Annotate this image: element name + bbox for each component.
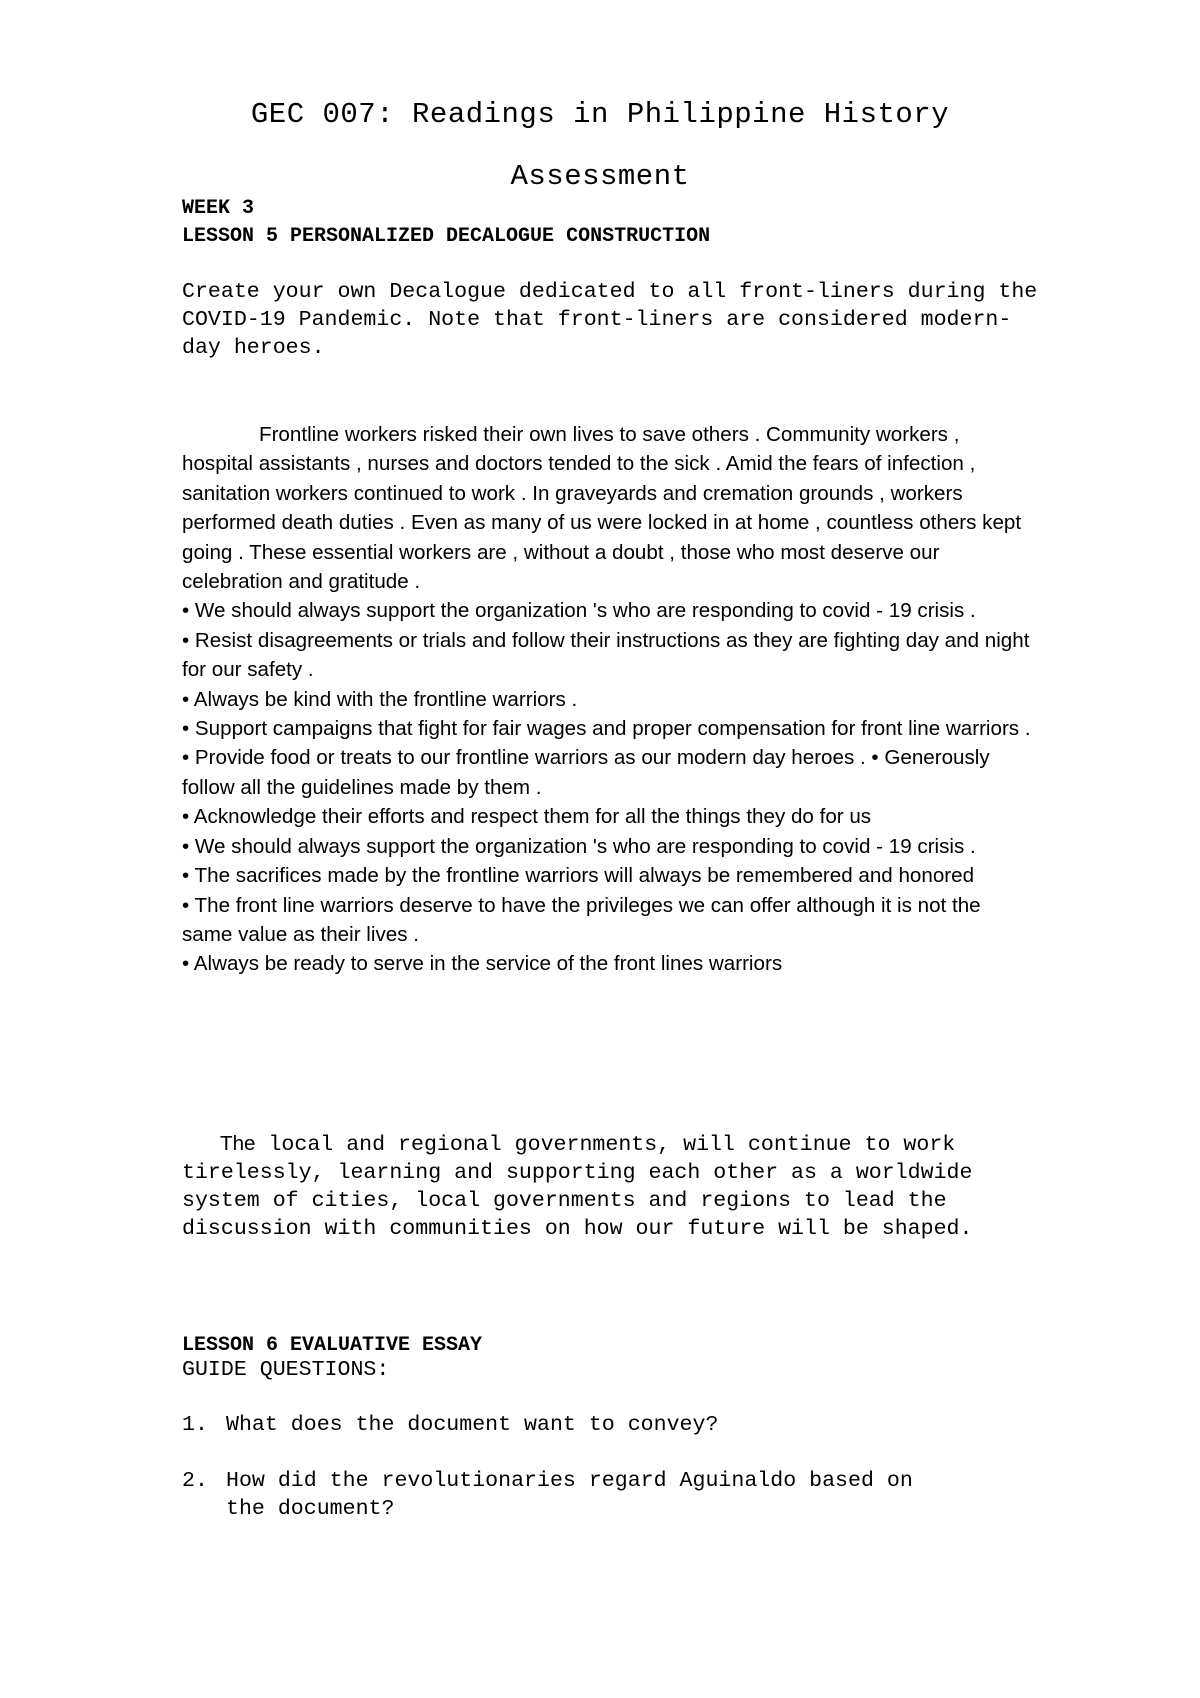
closing-paragraph — [182, 1130, 1042, 1243]
closing-lead: The — [220, 1132, 256, 1155]
decalogue-item: • Resist disagreements or trials and follow their instructions as they are fighting day and night for our safety . — [182, 628, 1030, 682]
guide-question — [182, 1467, 1042, 1523]
decalogue-item: • We should always support the organization 's who are responding to covid - 19 crisis . — [182, 834, 976, 858]
decalogue-item: • The front line warriors deserve to have the privileges we can offer although it is not the same value as their lives . — [182, 893, 981, 946]
decalogue-item: • We should always support the organization 's who are responding to covid - 19 crisis . — [182, 599, 976, 623]
decalogue-item: • Support campaigns that fight for fair wages and proper compensation for front line warriors . — [182, 717, 1031, 741]
decalogue-item: • Always be kind with the frontline warriors . — [182, 687, 578, 711]
lesson5-heading: LESSON 5 PERSONALIZED DECALOGUE CONSTRUCTION — [182, 225, 711, 248]
decalogue-body — [182, 420, 1032, 979]
decalogue-item: • Acknowledge their efforts and respect them for all the things they do for us — [182, 805, 872, 829]
question-number: 1. — [182, 1413, 208, 1437]
decalogue-item: • Always be ready to serve in the service of the front lines warriors — [182, 952, 783, 976]
decalogue-intro: Frontline workers risked their own lives to save others . Community workers , hospital assistants , nurses and doctors tended to the sick . Amid the fears of infection , sanitation workers continued to work . In graveyards and cremation grounds , workers performed death duties . Even as many of us were locked in at home , countless others kept going . These essential workers are , without a doubt , those who most deserve our celebration and gratitude . — [182, 423, 1022, 594]
guide-questions-label: GUIDE QUESTIONS: — [182, 1358, 390, 1382]
decalogue-item: • Provide food or treats to our frontline warriors as our modern day heroes . • Generously follow all the guidelines made by them . — [182, 746, 990, 799]
document-title: GEC 007: Readings in Philippine History — [250, 98, 950, 131]
closing-text: local and regional governments, will continue to work tirelessly, learning and supporting each other as a worldwide system of cities, local governments and regions to lead the discussion with communities on how our future will be shaped. — [182, 1133, 973, 1241]
question-text: How did the revolutionaries regard Aguinaldo based on — [226, 1469, 913, 1493]
question-number: 2. — [182, 1469, 208, 1493]
decalogue-item: • The sacrifices made by the frontline warriors will always be remembered and honored — [182, 864, 975, 888]
document-subtitle: Assessment — [510, 160, 690, 193]
lesson5-instructions: Create your own Decalogue dedicated to all front-liners during the COVID-19 Pandemic. Note that front-liners are considered modern-day heroes. — [182, 280, 1051, 360]
question-text-continued: the document? — [226, 1497, 395, 1521]
question-text: What does the document want to convey? — [226, 1413, 719, 1437]
week-label: WEEK 3 — [182, 197, 255, 220]
guide-question — [182, 1411, 1042, 1439]
lesson6-heading: LESSON 6 EVALUATIVE ESSAY — [182, 1334, 483, 1357]
